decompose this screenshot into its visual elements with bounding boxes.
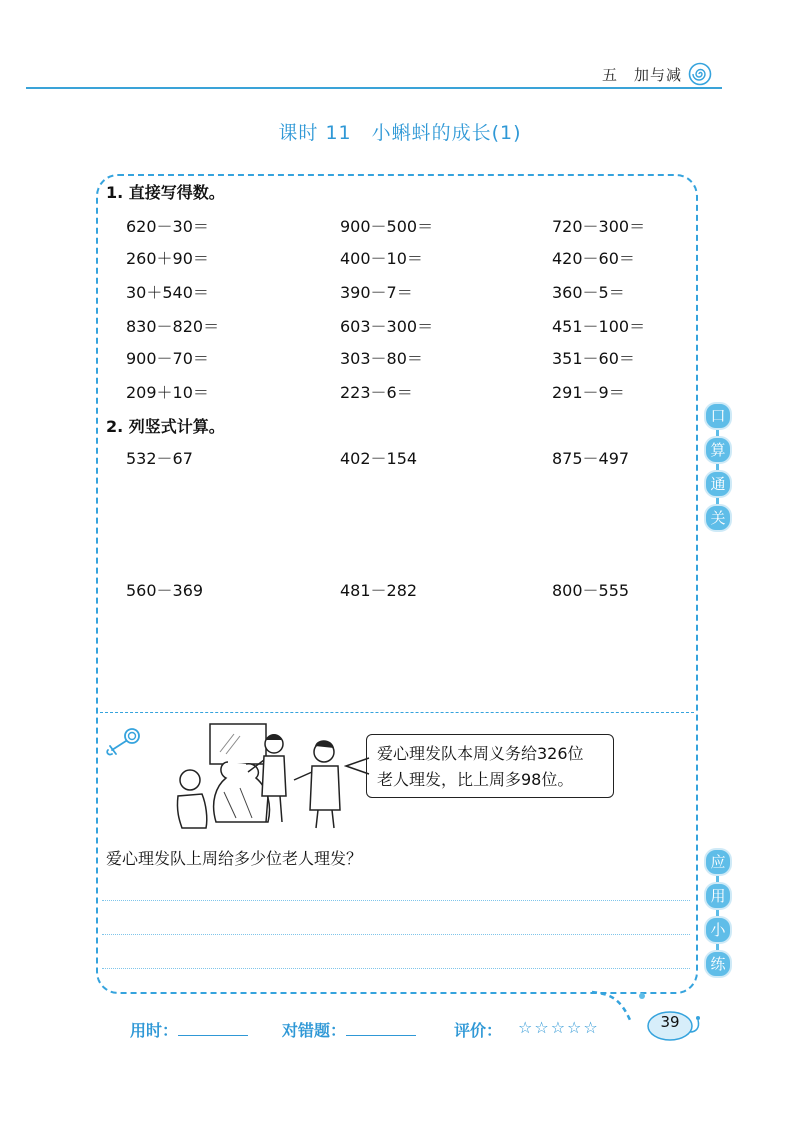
oral-problem: 900－70＝ — [126, 349, 209, 368]
magnifier-doodle-icon — [104, 726, 142, 758]
oral-problem: 830－820＝ — [126, 317, 220, 336]
oral-problem: 620－30＝ — [126, 217, 209, 236]
vertical-problem: 560－369 — [126, 581, 204, 600]
lesson-title: 课时 11 小蝌蚪的成长(1) — [278, 122, 522, 144]
oral-problem: 260＋90＝ — [126, 249, 209, 268]
barber-illustration — [176, 722, 342, 830]
side-tab-apply: 用 — [704, 882, 732, 910]
oral-problem: 303－80＝ — [340, 349, 423, 368]
oral-problem: 291－9＝ — [552, 383, 625, 402]
word-problem-question: 爱心理发队上周给多少位老人理发？ — [106, 849, 363, 868]
footer-errors — [282, 1018, 416, 1041]
section1-heading: 1. 直接写得数。 — [106, 183, 225, 202]
oral-problem: 603－300＝ — [340, 317, 434, 336]
side-tab-apply: 练 — [704, 950, 732, 978]
oral-problem: 451－100＝ — [552, 317, 646, 336]
time-label: 用时： — [130, 1021, 179, 1040]
side-tab-oral: 口 — [704, 402, 732, 430]
speech-bubble — [366, 734, 614, 798]
frame-tail-curve — [590, 990, 654, 1030]
time-blank[interactable] — [178, 1019, 248, 1036]
oral-problem: 390－7＝ — [340, 283, 413, 302]
oral-problem: 351－60＝ — [552, 349, 635, 368]
answer-line[interactable] — [102, 968, 690, 969]
rating-stars[interactable]: ☆☆☆☆☆ — [518, 1018, 600, 1037]
vertical-problem: 532－67 — [126, 449, 193, 468]
oral-problem: 30＋540＝ — [126, 283, 209, 302]
oral-problem: 360－5＝ — [552, 283, 625, 302]
footer-time — [130, 1018, 248, 1041]
errors-label: 对错题： — [282, 1021, 347, 1040]
oral-problem: 400－10＝ — [340, 249, 423, 268]
vertical-problem: 875－497 — [552, 449, 630, 468]
side-tab-apply: 小 — [704, 916, 732, 944]
rating-label: 评价： — [454, 1021, 503, 1040]
vertical-problem: 800－555 — [552, 581, 630, 600]
header-rule — [26, 87, 722, 89]
side-tab-apply: 应 — [704, 848, 732, 876]
chapter-label: 五 加与减 — [601, 66, 682, 84]
section-divider — [100, 712, 694, 713]
side-tab-oral: 关 — [704, 504, 732, 532]
oral-problem: 900－500＝ — [340, 217, 434, 236]
side-tab-oral: 通 — [704, 470, 732, 498]
answer-line[interactable] — [102, 934, 690, 935]
section2-heading: 2. 列竖式计算。 — [106, 417, 225, 436]
answer-line[interactable] — [102, 900, 690, 901]
vertical-problem: 481－282 — [340, 581, 418, 600]
speech-line: 爱心理发队本周义务给326位 — [377, 744, 584, 763]
side-tab-oral: 算 — [704, 436, 732, 464]
oral-problem: 209＋10＝ — [126, 383, 209, 402]
speech-line: 老人理发，比上周多98位。 — [377, 770, 574, 789]
spiral-icon — [688, 62, 712, 86]
oral-problem: 720－300＝ — [552, 217, 646, 236]
errors-blank[interactable] — [346, 1019, 416, 1036]
page-number: 39 — [660, 1013, 680, 1031]
oral-problem: 223－6＝ — [340, 383, 413, 402]
oral-problem: 420－60＝ — [552, 249, 635, 268]
vertical-problem: 402－154 — [340, 449, 418, 468]
